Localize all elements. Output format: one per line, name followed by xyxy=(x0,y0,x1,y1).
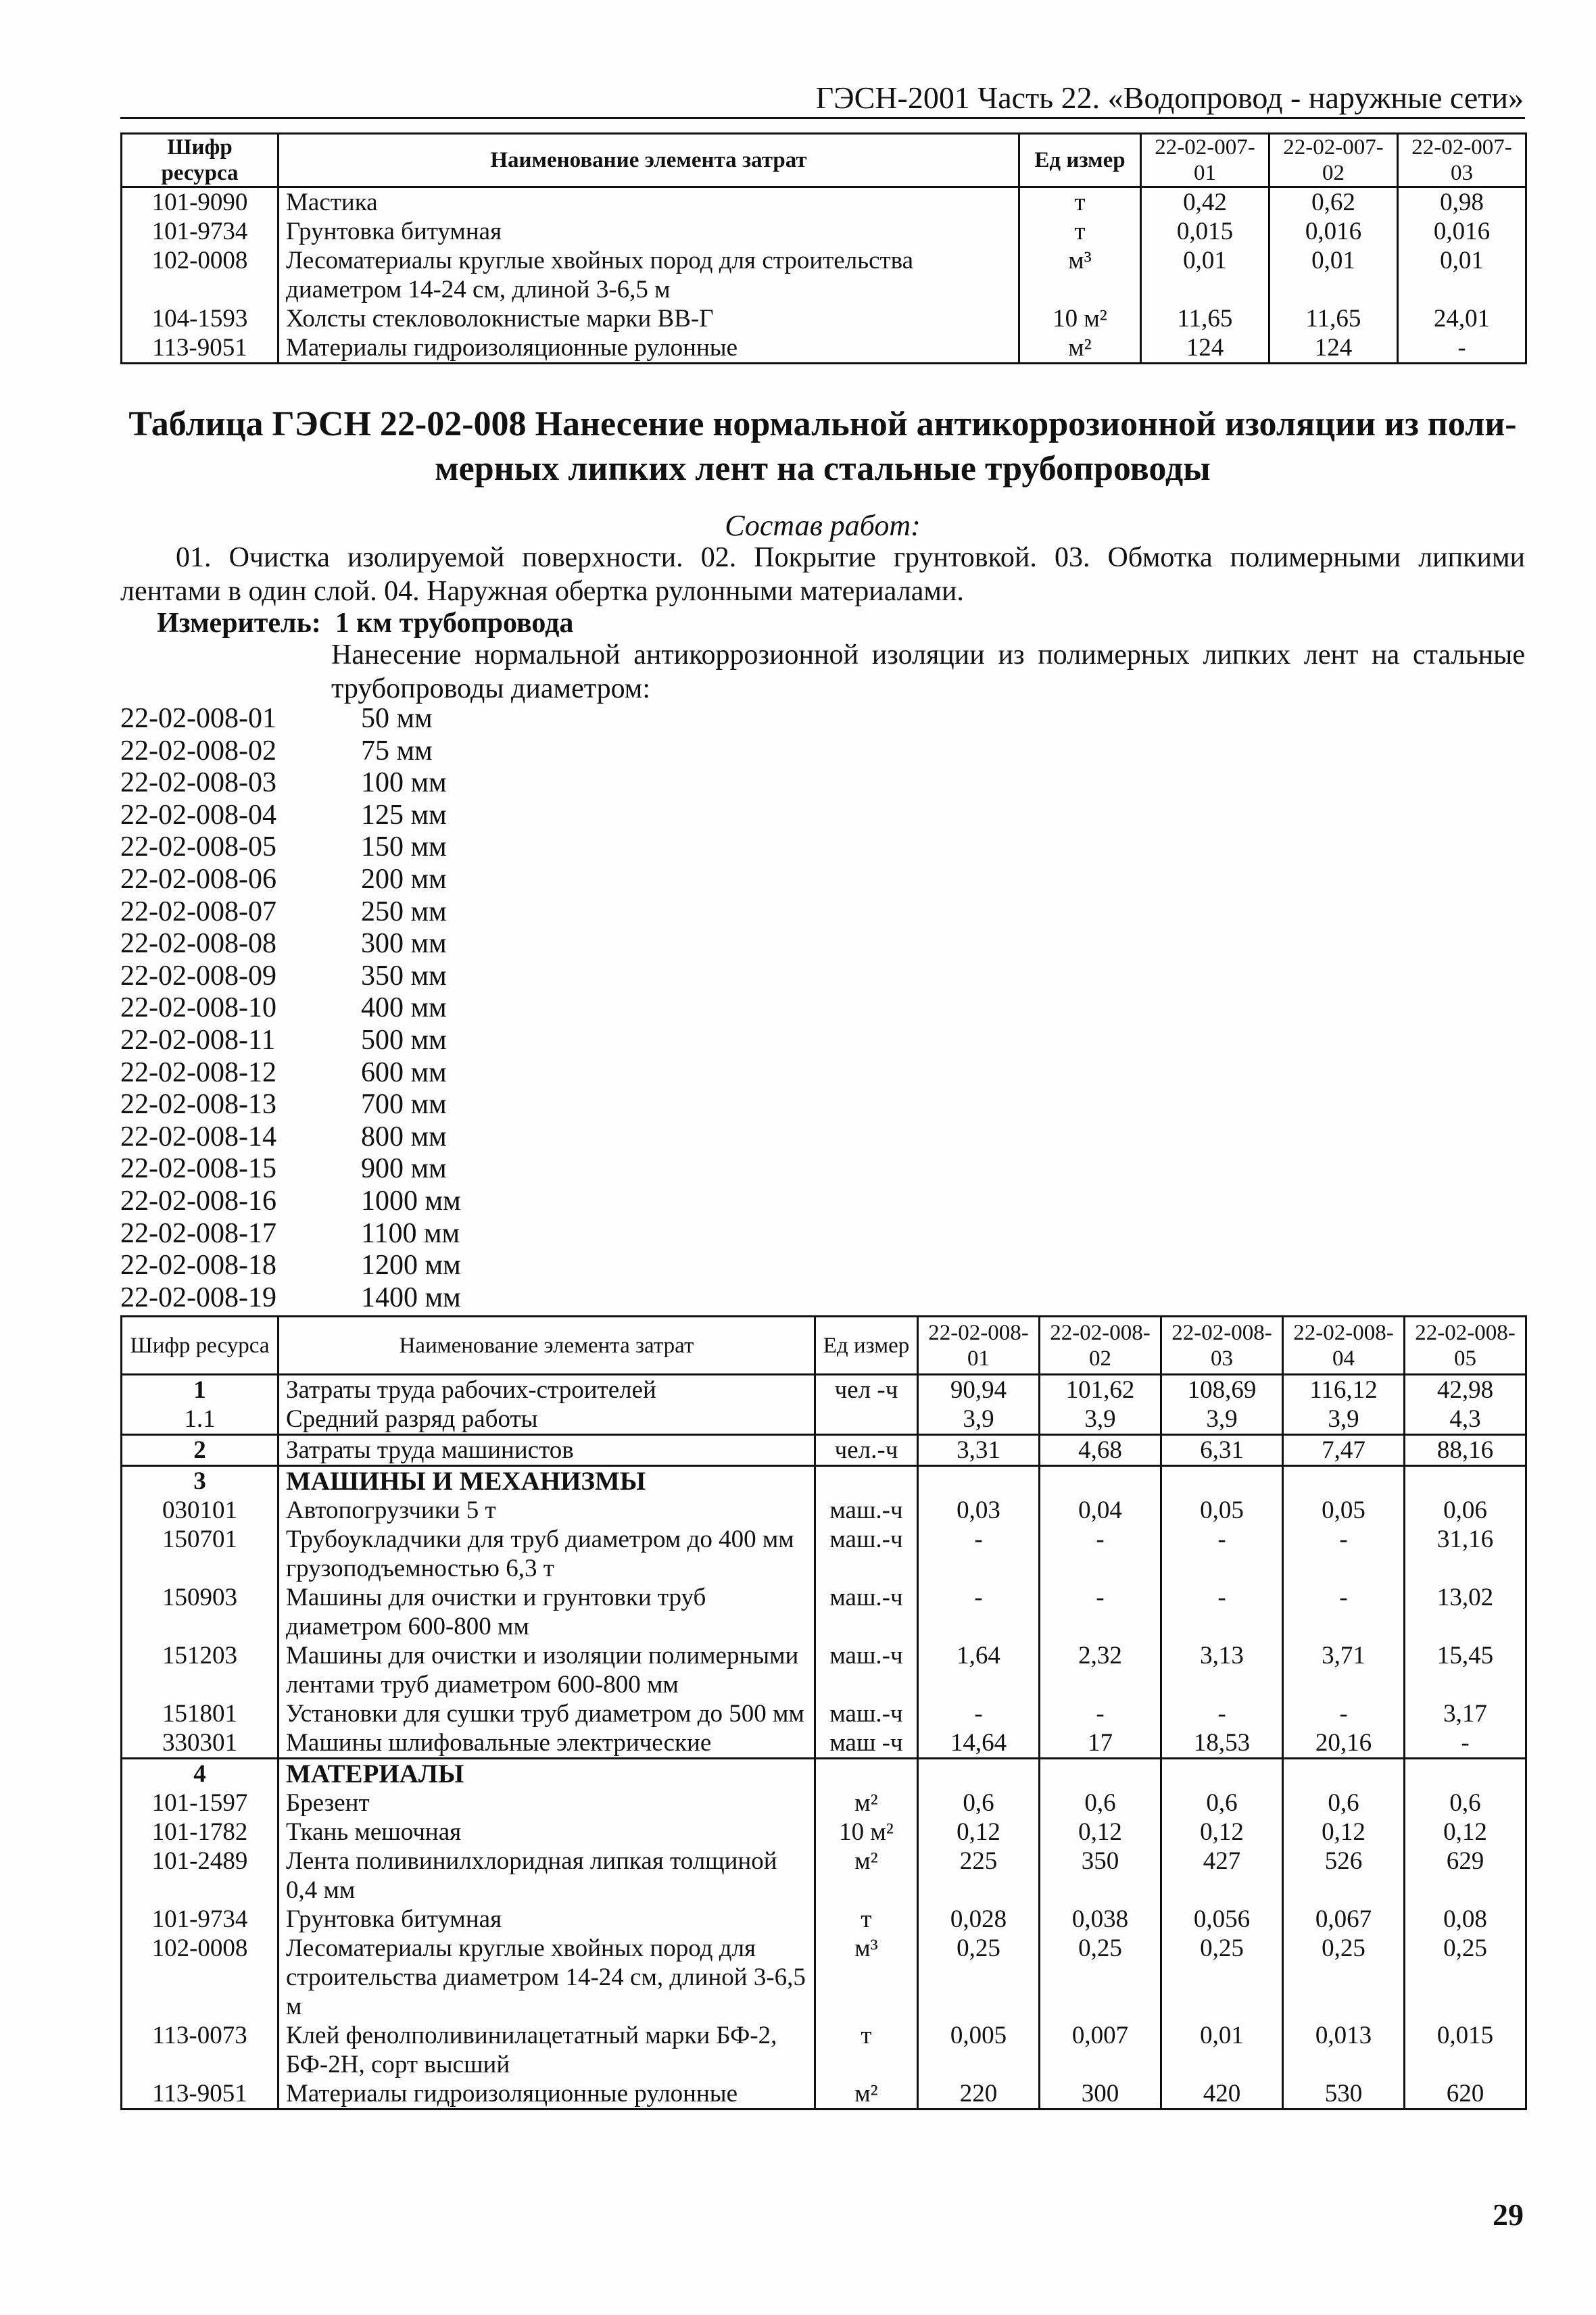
col-header-norm: 22-02-007-01 xyxy=(1141,134,1269,187)
norm-value: 0,6 xyxy=(1283,1788,1405,1818)
norm-code: 22-02-008-05 xyxy=(120,831,276,863)
pipe-diameter: 150 мм xyxy=(361,831,447,863)
table-row xyxy=(122,304,1526,333)
table-row xyxy=(122,2021,1526,2079)
resource-name: Материалы гидроизоляционные рулонные xyxy=(279,333,1019,364)
unit: т xyxy=(1019,187,1141,218)
resource-code: 101-2489 xyxy=(122,1847,279,1905)
norm-value: - xyxy=(1283,1699,1405,1728)
norm-value: 350 xyxy=(1040,1847,1161,1905)
norm-value: 11,65 xyxy=(1141,304,1269,333)
resource-name: Лесоматериалы круглые хвойных пород для строительства диаметром 14-24 см, длиной 3-6,5 м xyxy=(279,1934,815,2021)
norm-value: 3,9 xyxy=(1161,1405,1283,1435)
resource-name: Трубоукладчики для труб диаметром до 400 мм грузоподъемностью 6,3 т xyxy=(279,1525,815,1583)
col-header-norm: 22-02-008-04 xyxy=(1283,1317,1405,1375)
norm-value: 1,64 xyxy=(918,1641,1040,1699)
pipe-diameter: 600 мм xyxy=(361,1056,447,1088)
norm-value: 124 xyxy=(1141,333,1269,364)
norm-value: 0,25 xyxy=(1040,1934,1161,2021)
norm-value: 0,016 xyxy=(1269,217,1398,246)
norm-value: 0,12 xyxy=(918,1818,1040,1847)
norm-value: 225 xyxy=(918,1847,1040,1905)
norm-value: 0,12 xyxy=(1161,1818,1283,1847)
norm-code: 22-02-008-10 xyxy=(120,992,276,1024)
resource-name: Затраты труда машинистов xyxy=(279,1435,815,1466)
norm-value: 0,005 xyxy=(918,2021,1040,2079)
norm-code: 22-02-008-04 xyxy=(120,799,276,831)
norm-value xyxy=(1040,1466,1161,1496)
norm-value: 0,42 xyxy=(1141,187,1269,218)
col-header-name: Наименование элемента затрат xyxy=(279,1317,815,1375)
unit: м² xyxy=(815,1788,918,1818)
table-row xyxy=(122,1905,1526,1934)
norm-code: 22-02-008-16 xyxy=(120,1185,276,1217)
norm-value: 0,01 xyxy=(1141,246,1269,304)
norm-value: 0,03 xyxy=(918,1496,1040,1525)
norm-value: 0,016 xyxy=(1398,217,1526,246)
list-item xyxy=(120,767,461,800)
col-header-norm: 22-02-007-03 xyxy=(1398,134,1526,187)
norm-value: 0,067 xyxy=(1283,1905,1405,1934)
norm-value: 220 xyxy=(918,2079,1040,2110)
norm-value xyxy=(918,1466,1040,1496)
resource-name: Материалы гидроизоляционные рулонные xyxy=(279,2079,815,2110)
table-row xyxy=(122,217,1526,246)
resource-name: Грунтовка битумная xyxy=(279,217,1019,246)
unit: т xyxy=(815,1905,918,1934)
unit: м³ xyxy=(815,1934,918,2021)
norm-value: 0,6 xyxy=(1405,1788,1526,1818)
col-header-norm: 22-02-007-02 xyxy=(1269,134,1398,187)
unit: чел.-ч xyxy=(815,1435,918,1466)
norm-value xyxy=(1161,1466,1283,1496)
col-header-norm: 22-02-008-01 xyxy=(918,1317,1040,1375)
table-row xyxy=(122,1525,1526,1583)
col-header-name: Наименование элемента затрат xyxy=(279,134,1019,187)
norm-value: 14,64 xyxy=(918,1728,1040,1759)
pipe-diameter: 100 мм xyxy=(361,767,447,799)
norm-value: - xyxy=(1040,1699,1161,1728)
norm-value xyxy=(1283,1466,1405,1496)
norm-code: 22-02-008-19 xyxy=(120,1282,276,1313)
pipe-diameter: 400 мм xyxy=(361,992,447,1024)
measure-label: Измеритель: xyxy=(157,608,321,639)
list-item xyxy=(120,928,461,960)
pipe-diameter: 250 мм xyxy=(361,896,447,927)
resource-code: 150701 xyxy=(122,1525,279,1583)
norm-value: 3,9 xyxy=(1040,1405,1161,1435)
list-item xyxy=(120,896,461,929)
list-item xyxy=(120,960,461,993)
resource-name: МАШИНЫ И МЕХАНИЗМЫ xyxy=(279,1466,815,1496)
norm-value: 0,12 xyxy=(1040,1818,1161,1847)
norm-value: 0,98 xyxy=(1398,187,1526,218)
composition-text: 01. Очистка изолируемой поверхности. 02. Покрытие грунтовкой. 03. Обмотка полимерными липкими лентами в один слой. 04. Наружная обертка рулонными материалами. xyxy=(120,542,1525,607)
resource-name: Машины для очистки и грунтовки труб диаметром 600-800 мм xyxy=(279,1583,815,1641)
resource-code: 151801 xyxy=(122,1699,279,1728)
list-item xyxy=(120,703,461,735)
resource-name: Машины шлифовальные электрические xyxy=(279,1728,815,1759)
pipe-diameter: 900 мм xyxy=(361,1153,447,1185)
list-item xyxy=(120,1089,461,1121)
norm-value: 3,9 xyxy=(918,1405,1040,1435)
norm-code: 22-02-008-01 xyxy=(120,703,276,734)
table-row xyxy=(122,1375,1526,1405)
composition-title: Состав работ: xyxy=(725,509,921,542)
pipe-diameter: 125 мм xyxy=(361,799,447,831)
norm-value: 4,68 xyxy=(1040,1435,1161,1466)
norm-value: 3,71 xyxy=(1283,1641,1405,1699)
resource-code: 151203 xyxy=(122,1641,279,1699)
pipe-diameter: 350 мм xyxy=(361,960,447,992)
norm-value: 0,007 xyxy=(1040,2021,1161,2079)
norm-code: 22-02-008-13 xyxy=(120,1089,276,1121)
norm-value: 3,9 xyxy=(1283,1405,1405,1435)
norm-value: 90,94 xyxy=(918,1375,1040,1405)
list-item xyxy=(120,864,461,896)
unit: т xyxy=(1019,217,1141,246)
norm-value: 0,01 xyxy=(1269,246,1398,304)
norm-value: 116,12 xyxy=(1283,1375,1405,1405)
table-row xyxy=(122,1466,1526,1496)
norm-value: - xyxy=(1283,1583,1405,1641)
col-header-code: Шифр ресурса xyxy=(122,1317,279,1375)
norm-value: 11,65 xyxy=(1269,304,1398,333)
unit: маш.-ч xyxy=(815,1641,918,1699)
resource-name: Машины для очистки и изоляции полимерными лентами труб диаметром 600-800 мм xyxy=(279,1641,815,1699)
norm-value: - xyxy=(918,1699,1040,1728)
resource-code: 101-1597 xyxy=(122,1788,279,1818)
norm-code: 22-02-008-14 xyxy=(120,1121,276,1152)
unit: м² xyxy=(815,2079,918,2110)
resource-name: Грунтовка битумная xyxy=(279,1905,815,1934)
resource-name: МАТЕРИАЛЫ xyxy=(279,1759,815,1789)
list-item xyxy=(120,1057,461,1090)
norm-value: 7,47 xyxy=(1283,1435,1405,1466)
norm-code-list xyxy=(120,703,461,1314)
table-row xyxy=(122,1405,1526,1435)
unit: 10 м² xyxy=(815,1818,918,1847)
table-row xyxy=(122,187,1526,218)
list-item xyxy=(120,1218,461,1250)
unit: маш.-ч xyxy=(815,1496,918,1525)
table-title-line-1: Таблица ГЭСН 22-02-008 Нанесение нормальной антикоррозионной изоляции из поли- xyxy=(128,405,1517,443)
norm-value: 0,25 xyxy=(1161,1934,1283,2021)
pipe-diameter: 1400 мм xyxy=(361,1282,461,1313)
resource-code: 102-0008 xyxy=(122,1934,279,2021)
norm-value: - xyxy=(918,1583,1040,1641)
norm-value: - xyxy=(918,1525,1040,1583)
norm-value: 18,53 xyxy=(1161,1728,1283,1759)
list-item xyxy=(120,1186,461,1218)
norm-code: 22-02-008-18 xyxy=(120,1250,276,1282)
table-row xyxy=(122,1583,1526,1641)
list-item xyxy=(120,831,461,864)
norm-value: 108,69 xyxy=(1161,1375,1283,1405)
list-item xyxy=(120,1250,461,1282)
norm-value: 0,01 xyxy=(1161,2021,1283,2079)
norm-value: - xyxy=(1040,1583,1161,1641)
norm-value: 17 xyxy=(1040,1728,1161,1759)
unit xyxy=(815,1759,918,1789)
col-header-norm: 22-02-008-02 xyxy=(1040,1317,1161,1375)
norm-value: 0,038 xyxy=(1040,1905,1161,1934)
norm-value: 42,98 xyxy=(1405,1375,1526,1405)
table-row xyxy=(122,246,1526,304)
norm-value: 0,05 xyxy=(1283,1496,1405,1525)
resource-code: 101-9734 xyxy=(122,217,279,246)
resource-name: Автопогрузчики 5 т xyxy=(279,1496,815,1525)
norm-value: - xyxy=(1405,1728,1526,1759)
unit: 10 м² xyxy=(1019,304,1141,333)
list-item xyxy=(120,992,461,1025)
resource-code: 101-1782 xyxy=(122,1818,279,1847)
norm-value: 0,6 xyxy=(1161,1788,1283,1818)
running-header: ГЭСН-2001 Часть 22. «Водопровод - наружные сети» xyxy=(815,80,1524,115)
norm-value: - xyxy=(1398,333,1526,364)
resource-code: 3 xyxy=(122,1466,279,1496)
pipe-diameter: 200 мм xyxy=(361,863,447,895)
norm-value xyxy=(1161,1759,1283,1789)
norm-value: 20,16 xyxy=(1283,1728,1405,1759)
norm-value: 427 xyxy=(1161,1847,1283,1905)
norm-value: - xyxy=(1161,1699,1283,1728)
table-row xyxy=(122,1435,1526,1466)
diameter-intro: Нанесение нормальной антикоррозионной изоляции из полимерных липких лент на стальные трубопроводы диаметром: xyxy=(331,639,1525,704)
pipe-diameter: 800 мм xyxy=(361,1121,447,1152)
norm-code: 22-02-008-09 xyxy=(120,960,276,992)
pipe-diameter: 75 мм xyxy=(361,735,433,766)
unit xyxy=(815,1466,918,1496)
resource-name: Средний разряд работы xyxy=(279,1405,815,1435)
pipe-diameter: 1000 мм xyxy=(361,1185,461,1217)
table-row xyxy=(122,1641,1526,1699)
list-item xyxy=(120,1153,461,1186)
table-row xyxy=(122,1788,1526,1818)
norm-value: 4,3 xyxy=(1405,1405,1526,1435)
unit xyxy=(815,1405,918,1435)
norm-code: 22-02-008-15 xyxy=(120,1153,276,1185)
norm-value: 31,16 xyxy=(1405,1525,1526,1583)
norm-value: 629 xyxy=(1405,1847,1526,1905)
norm-value: 0,015 xyxy=(1405,2021,1526,2079)
table-row xyxy=(122,1496,1526,1525)
page-number: 29 xyxy=(1493,2197,1524,2232)
norm-code: 22-02-008-07 xyxy=(120,896,276,927)
resource-name: Мастика xyxy=(279,187,1019,218)
resource-code: 101-9090 xyxy=(122,187,279,218)
unit: т xyxy=(815,2021,918,2079)
norm-value: 0,12 xyxy=(1405,1818,1526,1847)
pipe-diameter: 700 мм xyxy=(361,1089,447,1121)
pipe-diameter: 1100 мм xyxy=(361,1217,460,1249)
norm-value: 0,06 xyxy=(1405,1496,1526,1525)
norm-code: 22-02-008-12 xyxy=(120,1056,276,1088)
table-row xyxy=(122,333,1526,364)
norm-code: 22-02-008-02 xyxy=(120,735,276,766)
unit: маш.-ч xyxy=(815,1583,918,1641)
norm-value: 0,013 xyxy=(1283,2021,1405,2079)
col-header-norm: 22-02-008-05 xyxy=(1405,1317,1526,1375)
unit: маш.-ч xyxy=(815,1525,918,1583)
col-header-unit: Ед измер xyxy=(1019,134,1141,187)
unit: маш -ч xyxy=(815,1728,918,1759)
norm-value: 88,16 xyxy=(1405,1435,1526,1466)
col-header-code: Шифр ресурса xyxy=(122,134,279,187)
col-header-unit: Ед измер xyxy=(815,1317,918,1375)
norm-value: 420 xyxy=(1161,2079,1283,2110)
norm-value xyxy=(1405,1759,1526,1789)
norm-value xyxy=(1040,1759,1161,1789)
pipe-diameter: 1200 мм xyxy=(361,1250,461,1282)
norm-value: 0,05 xyxy=(1161,1496,1283,1525)
resource-code: 2 xyxy=(122,1435,279,1466)
table-title xyxy=(120,402,1525,491)
norm-value: 0,056 xyxy=(1161,1905,1283,1934)
norm-value: 300 xyxy=(1040,2079,1161,2110)
resource-code: 1 xyxy=(122,1375,279,1405)
norm-value: 15,45 xyxy=(1405,1641,1526,1699)
pipe-diameter: 300 мм xyxy=(361,928,447,960)
table-title-line-2: мерных липких лент на стальные трубопроводы xyxy=(435,449,1211,488)
norm-value: 124 xyxy=(1269,333,1398,364)
norm-value xyxy=(1283,1759,1405,1789)
norm-value: 0,12 xyxy=(1283,1818,1405,1847)
norm-value: 0,6 xyxy=(918,1788,1040,1818)
table-row xyxy=(122,1728,1526,1759)
norm-value: - xyxy=(1283,1525,1405,1583)
col-header-norm: 22-02-008-03 xyxy=(1161,1317,1283,1375)
table-row xyxy=(122,1818,1526,1847)
resource-code: 1.1 xyxy=(122,1405,279,1435)
table-row xyxy=(122,1759,1526,1789)
unit: чел -ч xyxy=(815,1375,918,1405)
resource-code: 113-9051 xyxy=(122,2079,279,2110)
resource-code: 113-9051 xyxy=(122,333,279,364)
list-item xyxy=(120,735,461,768)
norm-value: 3,13 xyxy=(1161,1641,1283,1699)
resource-code: 4 xyxy=(122,1759,279,1789)
norm-value: 3,31 xyxy=(918,1435,1040,1466)
norm-code: 22-02-008-11 xyxy=(120,1024,276,1056)
norm-value: 0,01 xyxy=(1398,246,1526,304)
resource-code: 113-0073 xyxy=(122,2021,279,2079)
norm-value xyxy=(918,1759,1040,1789)
norm-value: 0,04 xyxy=(1040,1496,1161,1525)
norm-value: 0,25 xyxy=(1283,1934,1405,2021)
norm-value: 526 xyxy=(1283,1847,1405,1905)
norm-code: 22-02-008-17 xyxy=(120,1217,276,1249)
table-row xyxy=(122,1847,1526,1905)
norm-value: 0,62 xyxy=(1269,187,1398,218)
pipe-diameter: 50 мм xyxy=(361,703,433,734)
norm-value: - xyxy=(1040,1525,1161,1583)
norm-code: 22-02-008-03 xyxy=(120,767,276,799)
list-item xyxy=(120,1282,461,1315)
norm-value: 3,17 xyxy=(1405,1699,1526,1728)
resource-table-008 xyxy=(120,1315,1527,2110)
table-row xyxy=(122,1699,1526,1728)
norm-value: 13,02 xyxy=(1405,1583,1526,1641)
pipe-diameter: 500 мм xyxy=(361,1024,447,1056)
unit: маш.-ч xyxy=(815,1699,918,1728)
norm-value: 620 xyxy=(1405,2079,1526,2110)
norm-code: 22-02-008-06 xyxy=(120,863,276,895)
norm-value: 0,25 xyxy=(918,1934,1040,2021)
resource-code: 104-1593 xyxy=(122,304,279,333)
resource-code: 102-0008 xyxy=(122,246,279,304)
list-item xyxy=(120,1121,461,1154)
norm-value: 0,015 xyxy=(1141,217,1269,246)
resource-name: Ткань мешочная xyxy=(279,1818,815,1847)
norm-value: - xyxy=(1161,1583,1283,1641)
list-item xyxy=(120,800,461,832)
norm-value: 530 xyxy=(1283,2079,1405,2110)
resource-code: 150903 xyxy=(122,1583,279,1641)
norm-value: 101,62 xyxy=(1040,1375,1161,1405)
resource-name: Установки для сушки труб диаметром до 500 мм xyxy=(279,1699,815,1728)
norm-value: 2,32 xyxy=(1040,1641,1161,1699)
norm-value: 0,25 xyxy=(1405,1934,1526,2021)
resource-code: 330301 xyxy=(122,1728,279,1759)
norm-code: 22-02-008-08 xyxy=(120,928,276,960)
table-row xyxy=(122,1934,1526,2021)
norm-value: 24,01 xyxy=(1398,304,1526,333)
table-row xyxy=(122,2079,1526,2110)
norm-value xyxy=(1405,1466,1526,1496)
resource-name: Холсты стекловолокнистые марки ВВ-Г xyxy=(279,304,1019,333)
unit: м² xyxy=(815,1847,918,1905)
unit: м² xyxy=(1019,333,1141,364)
header-rule xyxy=(120,117,1525,119)
resource-name: Брезент xyxy=(279,1788,815,1818)
list-item xyxy=(120,1025,461,1057)
resource-code: 030101 xyxy=(122,1496,279,1525)
unit: м³ xyxy=(1019,246,1141,304)
resource-name: Лента поливинилхлоридная липкая толщиной 0,4 мм xyxy=(279,1847,815,1905)
norm-value: 6,31 xyxy=(1161,1435,1283,1466)
resource-table-007 xyxy=(120,132,1527,364)
resource-name: Лесоматериалы круглые хвойных пород для строительства диаметром 14-24 см, длиной 3-6,5 м xyxy=(279,246,1019,304)
resource-name: Затраты труда рабочих-строителей xyxy=(279,1375,815,1405)
measure-value: 1 км трубопровода xyxy=(335,608,574,639)
resource-name: Клей фенолполивинилацетатный марки БФ-2, БФ-2Н, сорт высший xyxy=(279,2021,815,2079)
norm-value: 0,08 xyxy=(1405,1905,1526,1934)
measure-line xyxy=(157,607,573,639)
norm-value: - xyxy=(1161,1525,1283,1583)
resource-code: 101-9734 xyxy=(122,1905,279,1934)
norm-value: 0,028 xyxy=(918,1905,1040,1934)
norm-value: 0,6 xyxy=(1040,1788,1161,1818)
